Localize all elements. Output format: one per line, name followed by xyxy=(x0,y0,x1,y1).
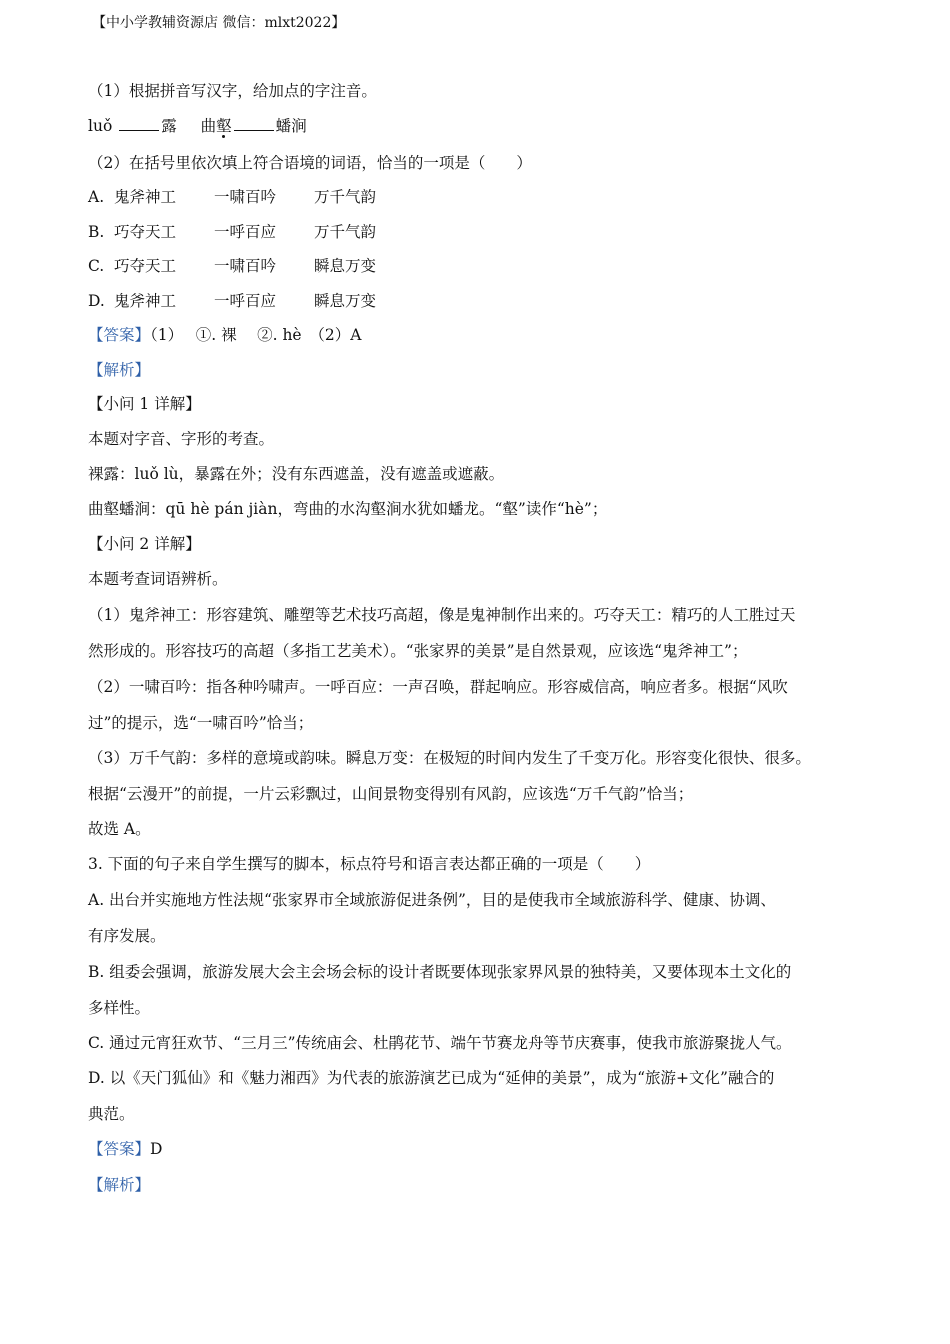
word-qu: 曲 xyxy=(200,117,217,135)
dotted-char-he: 壑 xyxy=(216,117,232,135)
q2-sub1-items xyxy=(88,115,307,137)
detail2-line: 然形成的。形容技巧的高超（多指工艺美术）。“张家界的美景”是自然景观，应该选“鬼斧神工”； xyxy=(88,642,748,660)
detail2-line: （3）万千气韵：多样的意境或韵味。瞬息万变：在极短的时间内发生了千变万化。形容变化很快、很多。 xyxy=(88,749,811,767)
answer-text: D xyxy=(150,1140,163,1158)
q3-option-line: 多样性。 xyxy=(88,999,151,1017)
word-panjian: 蟠涧 xyxy=(275,117,307,135)
detail2-line: 过”的提示，选“一啸百吟”恰当； xyxy=(88,714,314,732)
option-letter: A. xyxy=(88,188,105,206)
option-word-1: 鬼斧神工 xyxy=(114,292,177,310)
option-d xyxy=(88,290,376,312)
option-word-3: 瞬息万变 xyxy=(314,257,377,275)
option-word-2: 一啸百吟 xyxy=(214,188,277,206)
q3-option-line: 典范。 xyxy=(88,1105,135,1123)
option-c xyxy=(88,255,376,277)
option-word-1: 鬼斧神工 xyxy=(114,188,177,206)
q3-option-line: A. 出台并实施地方性法规“张家界市全域旅游促进条例”，目的是使我市全域旅游科学、健康、协调、 xyxy=(88,891,776,909)
pinyin-luo: luǒ xyxy=(88,117,113,135)
q3-option-line: C. 通过元宵狂欢节、“三月三”传统庙会、杜鹃花节、端午节赛龙舟等节庆赛事，使我市旅游聚拢人气。 xyxy=(88,1034,792,1052)
q3-option-line: 有序发展。 xyxy=(88,927,166,945)
q3-answer xyxy=(88,1138,162,1160)
option-word-3: 万千气韵 xyxy=(314,188,377,206)
option-letter: D. xyxy=(88,292,105,310)
answer-blank-1 xyxy=(119,115,159,131)
option-letter: B. xyxy=(88,223,105,241)
option-letter: C. xyxy=(88,257,105,275)
option-word-3: 万千气韵 xyxy=(314,223,377,241)
q3-option-line: D. 以《天门狐仙》和《魅力湘西》为代表的旅游演艺已成为“延伸的美景”，成为“旅游+文化”融合的 xyxy=(88,1069,775,1087)
detail1-line: 裸露：luǒ lù，暴露在外；没有东西遮盖，没有遮盖或遮蔽。 xyxy=(88,465,505,483)
option-word-2: 一啸百吟 xyxy=(214,257,277,275)
option-word-2: 一呼百应 xyxy=(214,223,277,241)
option-word-1: 巧夺天工 xyxy=(114,223,177,241)
answer-blank-2 xyxy=(234,115,274,131)
q3-option-line: B. 组委会强调，旅游发展大会主会场会标的设计者既要体现张家界风景的独特美，又要体现本土文化的 xyxy=(88,963,792,981)
detail2-line: （1）鬼斧神工：形容建筑、雕塑等艺术技巧高超，像是鬼神制作出来的。巧夺天工：精巧的人工胜过天 xyxy=(88,606,796,624)
q3-analysis-label: 【解析】 xyxy=(88,1176,151,1194)
option-a xyxy=(88,186,376,208)
q3-prompt: 3. 下面的句子来自学生撰写的脚本，标点符号和语言表达都正确的一项是（ ） xyxy=(88,855,651,873)
detail2-label: 【小问 2 详解】 xyxy=(88,535,201,553)
option-word-1: 巧夺天工 xyxy=(114,257,177,275)
q2-answer xyxy=(88,324,361,346)
answer-text: （1） ①. 裸 ②. hè （2）A xyxy=(150,326,362,344)
q2-analysis-label: 【解析】 xyxy=(88,361,151,379)
detail2-line: 故选 A。 xyxy=(88,820,151,838)
option-word-3: 瞬息万变 xyxy=(314,292,377,310)
detail2-line: 本题考查词语辨析。 xyxy=(88,570,228,588)
char-lu: 露 xyxy=(161,117,177,135)
q2-sub1-prompt: （1）根据拼音写汉字，给加点的字注音。 xyxy=(88,82,377,100)
detail2-line: 根据“云漫开”的前提，一片云彩飘过，山间景物变得别有风韵，应该选“万千气韵”恰当； xyxy=(88,785,694,803)
q2-sub2-prompt: （2）在括号里依次填上符合语境的词语，恰当的一项是（ ） xyxy=(88,154,532,172)
page-header: 【中小学教辅资源店 微信：mlxt2022】 xyxy=(92,15,346,31)
answer-label: 【答案】 xyxy=(88,326,151,344)
detail1-line: 曲壑蟠涧：qū hè pán jiàn，弯曲的水沟壑涧水犹如蟠龙。“壑”读作“hè”； xyxy=(88,500,608,518)
detail2-line: （2）一啸百吟：指各种吟啸声。一呼百应：一声召唤，群起响应。形容威信高，响应者多。根据“风吹 xyxy=(88,678,788,696)
option-b xyxy=(88,221,376,243)
option-word-2: 一呼百应 xyxy=(214,292,277,310)
detail1-line: 本题对字音、字形的考查。 xyxy=(88,430,275,448)
detail1-label: 【小问 1 详解】 xyxy=(88,395,201,413)
answer-label: 【答案】 xyxy=(88,1140,151,1158)
